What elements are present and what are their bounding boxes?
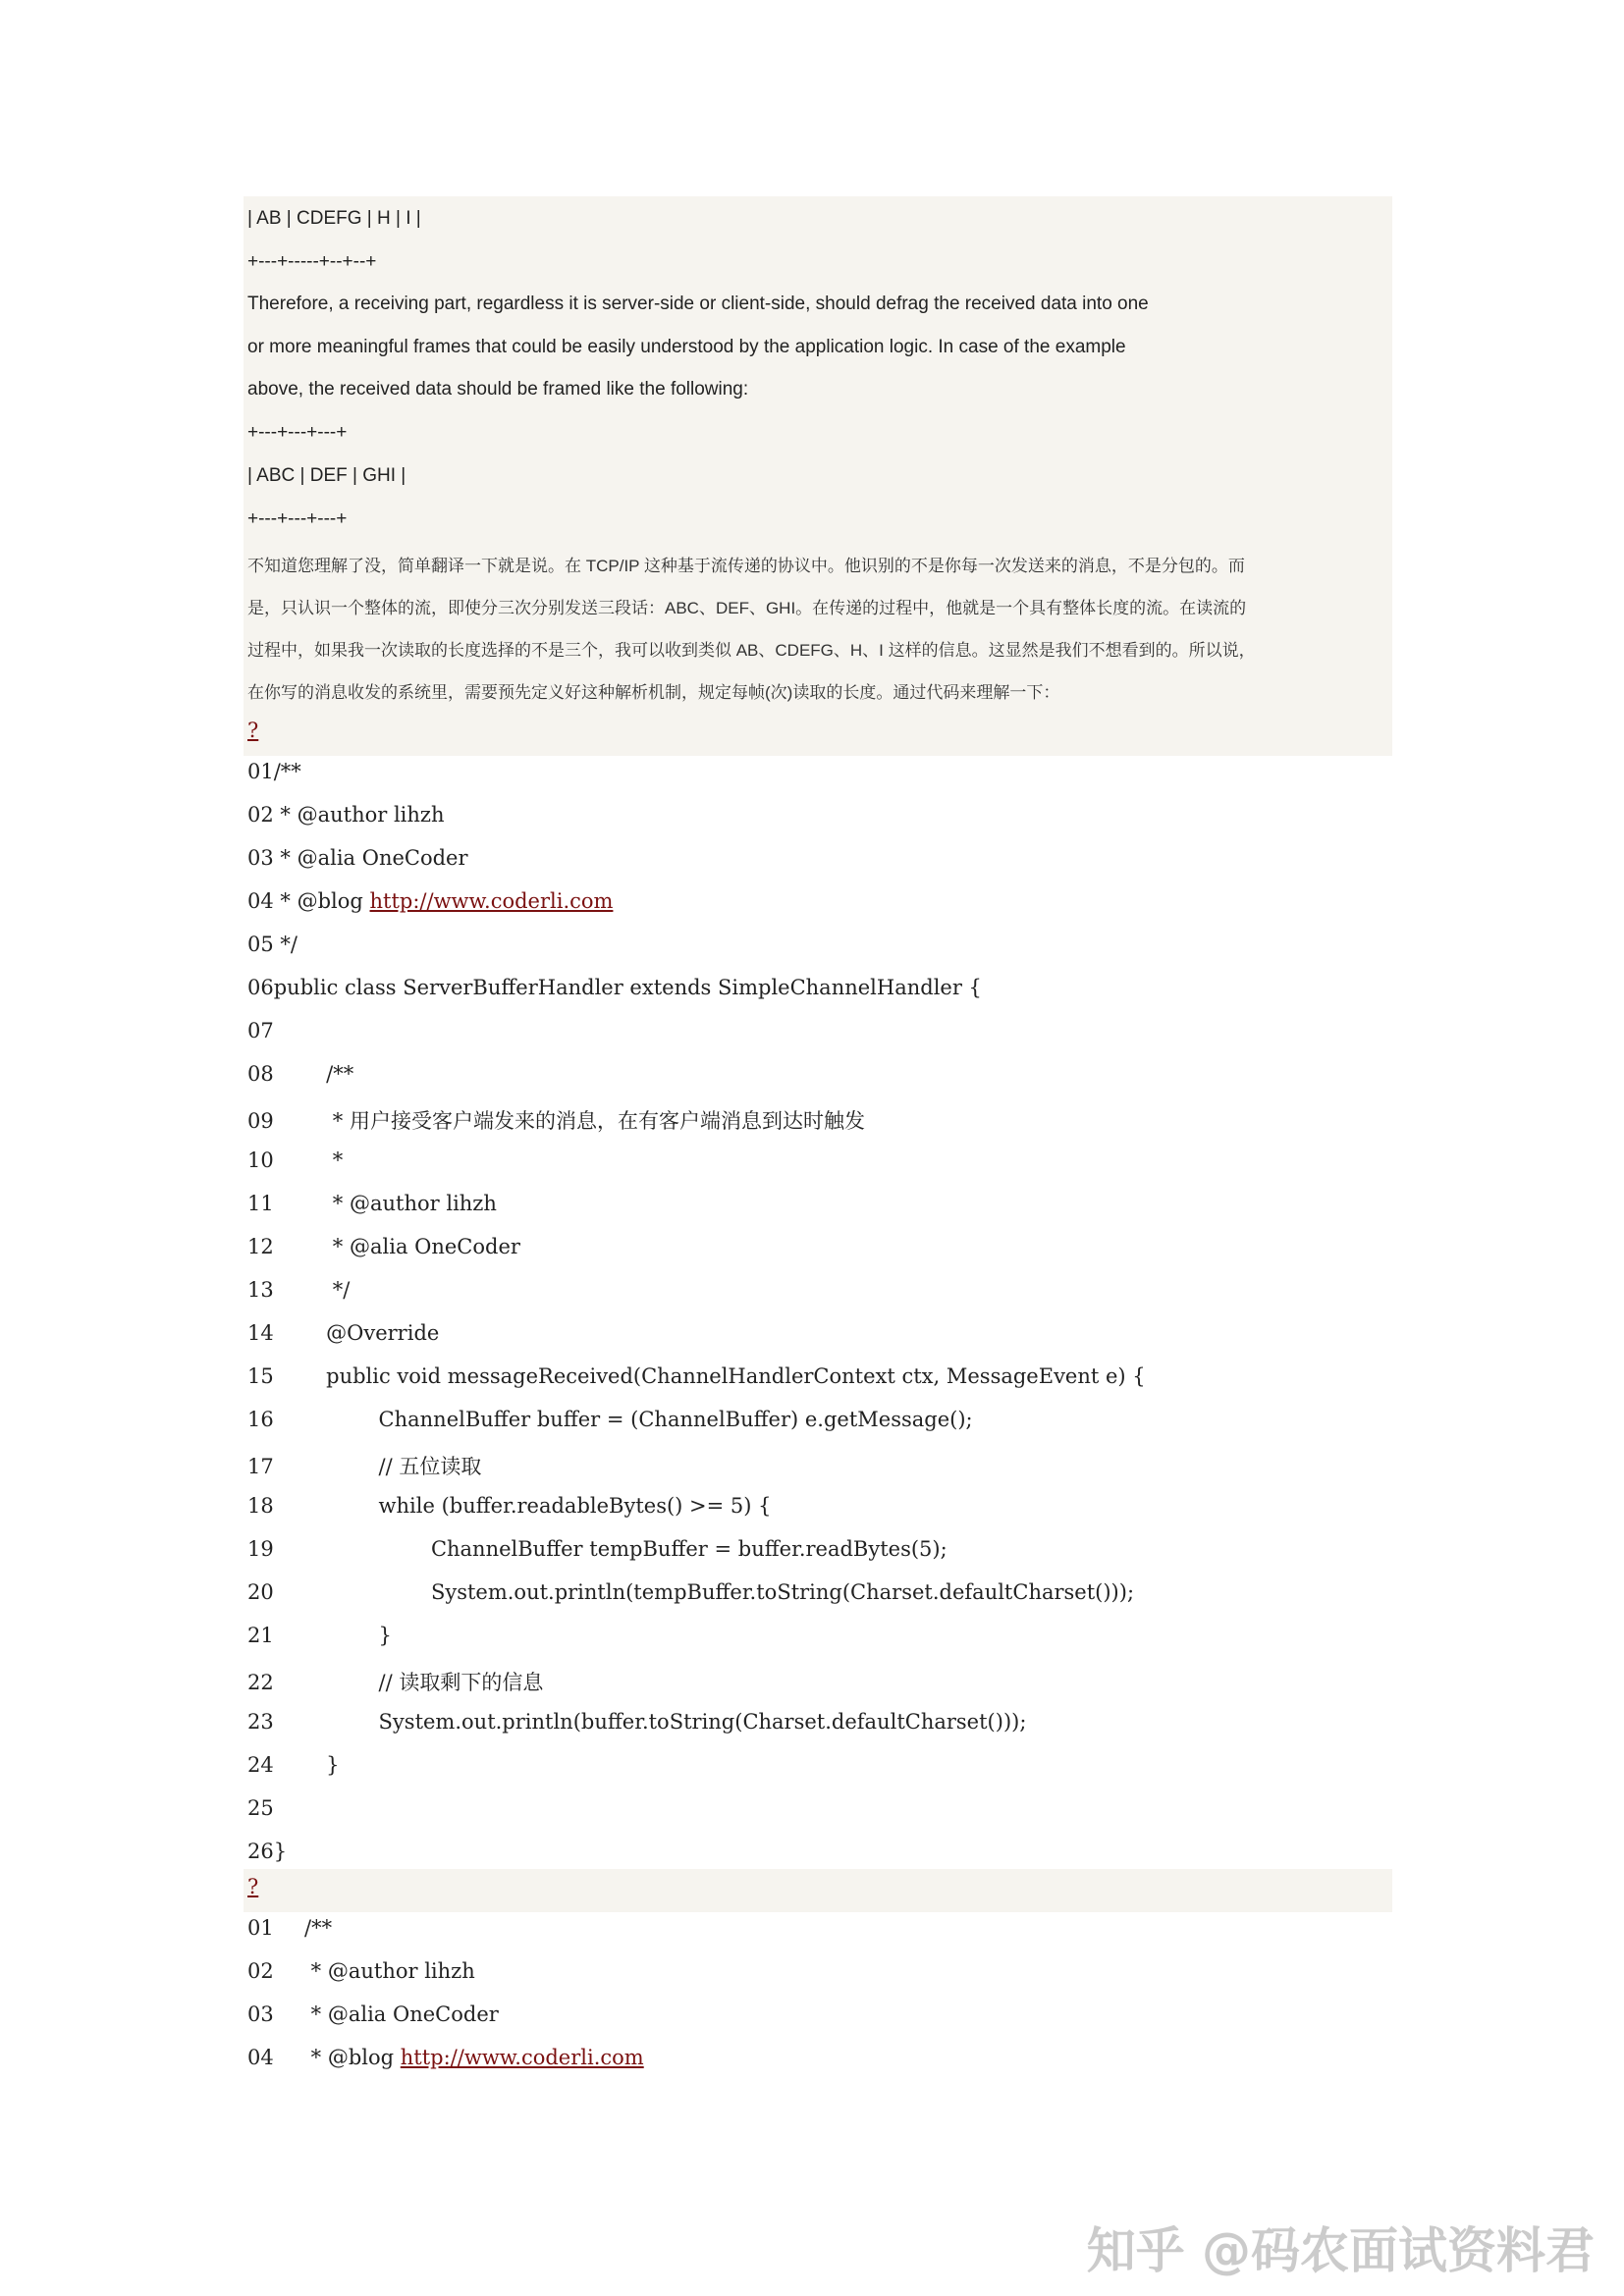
code-line <box>247 1321 439 1345</box>
line-number: 20 <box>247 1580 274 1604</box>
line-number: 03 <box>247 846 274 870</box>
code-text: /** <box>304 1916 333 1940</box>
blog-link[interactable]: http://www.coderli.com <box>400 2046 644 2069</box>
line-number: 01 <box>247 1916 274 1940</box>
code-line <box>247 933 298 956</box>
code-text: } <box>273 1840 288 1863</box>
code-line <box>247 1494 771 1518</box>
code-text: } <box>273 1624 392 1647</box>
prose-line: 在你写的消息收发的系统里，需要预先定义好这种解析机制，规定每帧(次)读取的长度。通过代码来理解一下： <box>247 683 1060 702</box>
code-line <box>247 1624 392 1647</box>
line-number: 23 <box>247 1710 274 1734</box>
prose-line: +---+---+---+ <box>247 508 348 529</box>
code-line <box>247 889 613 913</box>
prose-line: | ABC | DEF | GHI | <box>247 465 406 486</box>
code-line <box>247 1796 274 1820</box>
code-text: ChannelBuffer buffer = (ChannelBuffer) e.getMessage(); <box>273 1408 973 1431</box>
code-line <box>247 1667 543 1696</box>
code-line <box>247 1840 287 1863</box>
code-text: * @author lihzh <box>273 1192 497 1215</box>
code-toolbar <box>244 713 1392 756</box>
line-number: 04 <box>247 2046 274 2069</box>
code-text: while (buffer.readableBytes() >= 5) { <box>273 1494 772 1518</box>
code-text: System.out.println(tempBuffer.toString(Charset.defaultCharset())); <box>273 1580 1135 1604</box>
prose-line: 不知道您理解了没，简单翻译一下就是说。在 TCP/IP 这种基于流传递的协议中。他识别的不是你每一次发送来的消息，不是分包的。而 <box>247 557 1245 575</box>
code-text: public void messageReceived(ChannelHandlerContext ctx, MessageEvent e) { <box>273 1364 1146 1388</box>
line-number: 22 <box>247 1671 274 1694</box>
line-number: 19 <box>247 1537 274 1561</box>
code-line <box>247 1364 1146 1388</box>
code-text: * 用户接受客户端发来的消息，在有客户端消息到达时触发 <box>273 1109 865 1133</box>
line-number: 03 <box>247 2002 274 2026</box>
view-source-link[interactable]: ? <box>247 719 259 742</box>
line-number: 26 <box>247 1840 274 1863</box>
code-line <box>247 1408 973 1431</box>
prose-line: +---+-----+--+--+ <box>247 251 377 272</box>
code-text: /** <box>273 1062 354 1086</box>
zhihu-watermark: 知乎 @码农面试资料君 <box>1086 2222 1595 2279</box>
line-number: 16 <box>247 1408 274 1431</box>
prose-line: above, the received data should be framed like the following: <box>247 379 749 400</box>
code-text: */ <box>273 933 298 956</box>
prose-line: Therefore, a receiving part, regardless it is server-side or client-side, should defrag the received data into one <box>247 294 1149 314</box>
line-number: 06 <box>247 976 274 999</box>
line-number: 12 <box>247 1235 274 1258</box>
code-line <box>247 1019 274 1042</box>
code-text: * @blog <box>273 889 370 913</box>
code-text: @Override <box>273 1321 440 1345</box>
code-line <box>247 2002 499 2026</box>
code-line <box>247 1537 947 1561</box>
prose-line: | AB | CDEFG | H | I | <box>247 208 421 229</box>
line-number: 21 <box>247 1624 274 1647</box>
line-number: 14 <box>247 1321 274 1345</box>
code-line <box>247 1192 497 1215</box>
prose-line: or more meaningful frames that could be easily understood by the application logic. In case of the example <box>247 337 1126 357</box>
prose-line: 是，只认识一个整体的流，即使分三次分别发送三段话：ABC、DEF、GHI。在传递的过程中，他就是一个具有整体长度的流。在读流的 <box>247 599 1247 617</box>
line-number: 17 <box>247 1455 274 1478</box>
code-text: * <box>273 1148 344 1172</box>
code-line <box>247 803 445 827</box>
code-line <box>247 1105 865 1135</box>
code-line <box>247 1916 332 1940</box>
code-text: * @blog <box>304 2046 401 2069</box>
view-source-link[interactable]: ? <box>247 1875 259 1898</box>
prose-line: 过程中，如果我一次读取的长度选择的不是三个，我可以收到类似 AB、CDEFG、H、I 这样的信息。这显然是我们不想看到的。所以说， <box>247 641 1256 660</box>
line-number: 02 <box>247 803 274 827</box>
code-line <box>247 976 982 999</box>
line-number: 02 <box>247 1959 274 1983</box>
code-line <box>247 1278 350 1302</box>
line-number: 09 <box>247 1109 274 1133</box>
code-text: // 读取剩下的信息 <box>273 1671 544 1694</box>
code-line <box>247 846 468 870</box>
code-text: * @alia OneCoder <box>273 1235 520 1258</box>
line-number: 25 <box>247 1796 274 1820</box>
code-text: * @alia OneCoder <box>304 2002 499 2026</box>
code-text: * @alia OneCoder <box>273 846 468 870</box>
code-text: /** <box>273 760 301 783</box>
code-text: ChannelBuffer tempBuffer = buffer.readBytes(5); <box>273 1537 947 1561</box>
code-line <box>247 760 301 783</box>
line-number: 04 <box>247 889 274 913</box>
prose-line: +---+---+---+ <box>247 422 348 443</box>
code-line <box>247 1451 481 1480</box>
blog-link[interactable]: http://www.coderli.com <box>369 889 614 913</box>
line-number: 10 <box>247 1148 274 1172</box>
code-line <box>247 1148 343 1172</box>
code-text: * @author lihzh <box>304 1959 475 1983</box>
code-line <box>247 1062 353 1086</box>
line-number: 15 <box>247 1364 274 1388</box>
code-line <box>247 1959 475 1983</box>
line-number: 13 <box>247 1278 274 1302</box>
code-line <box>247 2046 644 2069</box>
line-number: 11 <box>247 1192 274 1215</box>
line-number: 07 <box>247 1019 274 1042</box>
line-number: 18 <box>247 1494 274 1518</box>
quoted-prose-block <box>244 196 1392 754</box>
code-text: System.out.println(buffer.toString(Charset.defaultCharset())); <box>273 1710 1027 1734</box>
code-line <box>247 1753 340 1777</box>
line-number: 08 <box>247 1062 274 1086</box>
code-line <box>247 1580 1134 1604</box>
code-line <box>247 1235 520 1258</box>
code-text: } <box>273 1753 340 1777</box>
code-text: */ <box>273 1278 351 1302</box>
code-text: // 五位读取 <box>273 1455 482 1478</box>
code-toolbar <box>244 1869 1392 1912</box>
line-number: 01 <box>247 760 274 783</box>
line-number: 24 <box>247 1753 274 1777</box>
line-number: 05 <box>247 933 274 956</box>
code-text: * @author lihzh <box>273 803 445 827</box>
code-text: public class ServerBufferHandler extends SimpleChannelHandler { <box>273 976 982 999</box>
code-line <box>247 1710 1026 1734</box>
